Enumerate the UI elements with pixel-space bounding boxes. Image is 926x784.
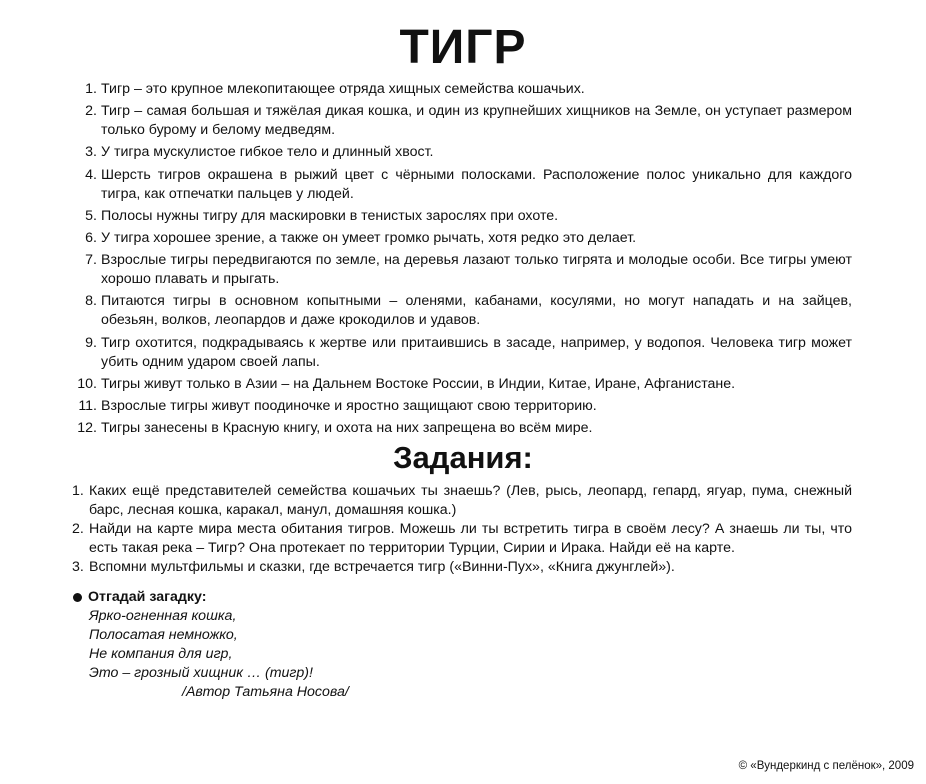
- item-number: 9.: [85, 334, 97, 351]
- list-item: [60, 397, 852, 416]
- copyright-notice: © «Вундеркинд с пелёнок», 2009: [738, 760, 914, 772]
- list-item: [60, 334, 852, 372]
- list-item: [60, 375, 852, 394]
- bullet-icon: [73, 593, 82, 602]
- tasks-heading: Задания:: [393, 440, 533, 475]
- item-text: Тигры живут только в Азии – на Дальнем Востоке России, в Индии, Китае, Иране, Афганистане.: [101, 375, 736, 392]
- item-number: 3.: [85, 144, 97, 161]
- item-number: 11.: [78, 397, 97, 414]
- item-number: 2.: [72, 521, 84, 537]
- item-number: 4.: [85, 166, 97, 183]
- riddle-heading: [72, 588, 572, 607]
- item-number: 1.: [72, 483, 84, 499]
- item-number: 8.: [85, 293, 97, 310]
- item-number: 2.: [85, 103, 97, 120]
- item-text: У тигра хорошее зрение, а также он умеет громко рычать, хотя редко это делает.: [101, 229, 637, 246]
- item-text: Питаются тигры в основном копытными – оленями, кабанами, косулями, но могут нападать и на зайцев, обезьян, волков, леопардов и даже крокодилов и удавов.: [101, 293, 852, 329]
- list-item: [60, 80, 852, 99]
- list-item: [60, 229, 852, 248]
- item-number: 3.: [72, 559, 84, 575]
- list-item: [60, 143, 852, 162]
- list-item: [72, 482, 852, 520]
- list-item: [60, 292, 852, 330]
- list-item: [72, 558, 852, 577]
- list-item: [60, 166, 852, 204]
- list-item: [60, 419, 852, 438]
- item-text: Вспомни мультфильмы и сказки, где встречается тигр («Винни-Пух», «Книга джунглей»).: [89, 559, 675, 575]
- poem-line: Ярко-огненная кошка,: [89, 608, 237, 624]
- item-number: 1.: [85, 81, 97, 97]
- poem-line: Это – грозный хищник … (тигр)!: [89, 665, 313, 681]
- facts-list: [60, 80, 852, 441]
- item-number: 5.: [85, 207, 97, 224]
- item-number: 7.: [85, 252, 97, 269]
- item-text: Взрослые тигры передвигаются по земле, на деревья лазают только тигрята и молодые особи. Все тигры умеют хорошо плавать и прыгать.: [101, 252, 852, 288]
- item-text: Шерсть тигров окрашена в рыжий цвет с чёрными полосками. Расположение полос уникально для каждого тигра, как отпечатки пальцев у людей.: [101, 166, 852, 202]
- item-text: Каких ещё представителей семейства кошачьих ты знаешь? (Лев, рысь, леопард, гепард, ягуар, пума, снежный барс, лесная кошка, каракал, манул, домашняя кошка.): [89, 483, 852, 518]
- poem-line: Полосатая немножко,: [89, 627, 238, 643]
- item-text: Полосы нужны тигру для маскировки в тенистых зарослях при охоте.: [101, 207, 559, 224]
- item-number: 12.: [77, 420, 97, 437]
- tasks-list: [72, 482, 852, 577]
- riddle-author: /Автор Татьяна Носова/: [182, 684, 349, 700]
- item-text: Тигр – самая большая и тяжёлая дикая кошка, и один из крупнейших хищников на Земле, он уступает размером только бурому и белому медведям.: [101, 103, 852, 139]
- item-text: Тигр – это крупное млекопитающее отряда хищных семейства кошачьих.: [101, 81, 585, 97]
- page-title: ТИГР: [399, 21, 527, 74]
- list-item: [60, 251, 852, 289]
- list-item: [60, 207, 852, 226]
- item-text: У тигра мускулистое гибкое тело и длинный хвост.: [101, 144, 434, 161]
- riddle-heading-text: Отгадай загадку:: [88, 589, 207, 605]
- item-number: 10.: [77, 375, 97, 392]
- poem-line: Не компания для игр,: [89, 646, 233, 662]
- list-item: [60, 102, 852, 140]
- list-item: [72, 520, 852, 558]
- item-number: 6.: [85, 229, 97, 246]
- riddle-block: [72, 588, 572, 702]
- item-text: Взрослые тигры живут поодиночке и яростно защищают свою территорию.: [101, 397, 597, 414]
- item-text: Тигр охотится, подкрадываясь к жертве или притаившись в засаде, например, у водопоя. Человека тигр может убить одним ударом своей лапы.: [101, 334, 852, 370]
- item-text: Тигры занесены в Красную книгу, и охота на них запрещена во всём мире.: [101, 420, 593, 437]
- item-text: Найди на карте мира места обитания тигров. Можешь ли ты встретить тигра в своём лесу? А знаешь ли ты, что есть такая река – Тигр? Она протекает по территории Турции, Сирии и Ирака. Найди её на карте.: [89, 521, 852, 556]
- riddle-poem: [72, 607, 572, 683]
